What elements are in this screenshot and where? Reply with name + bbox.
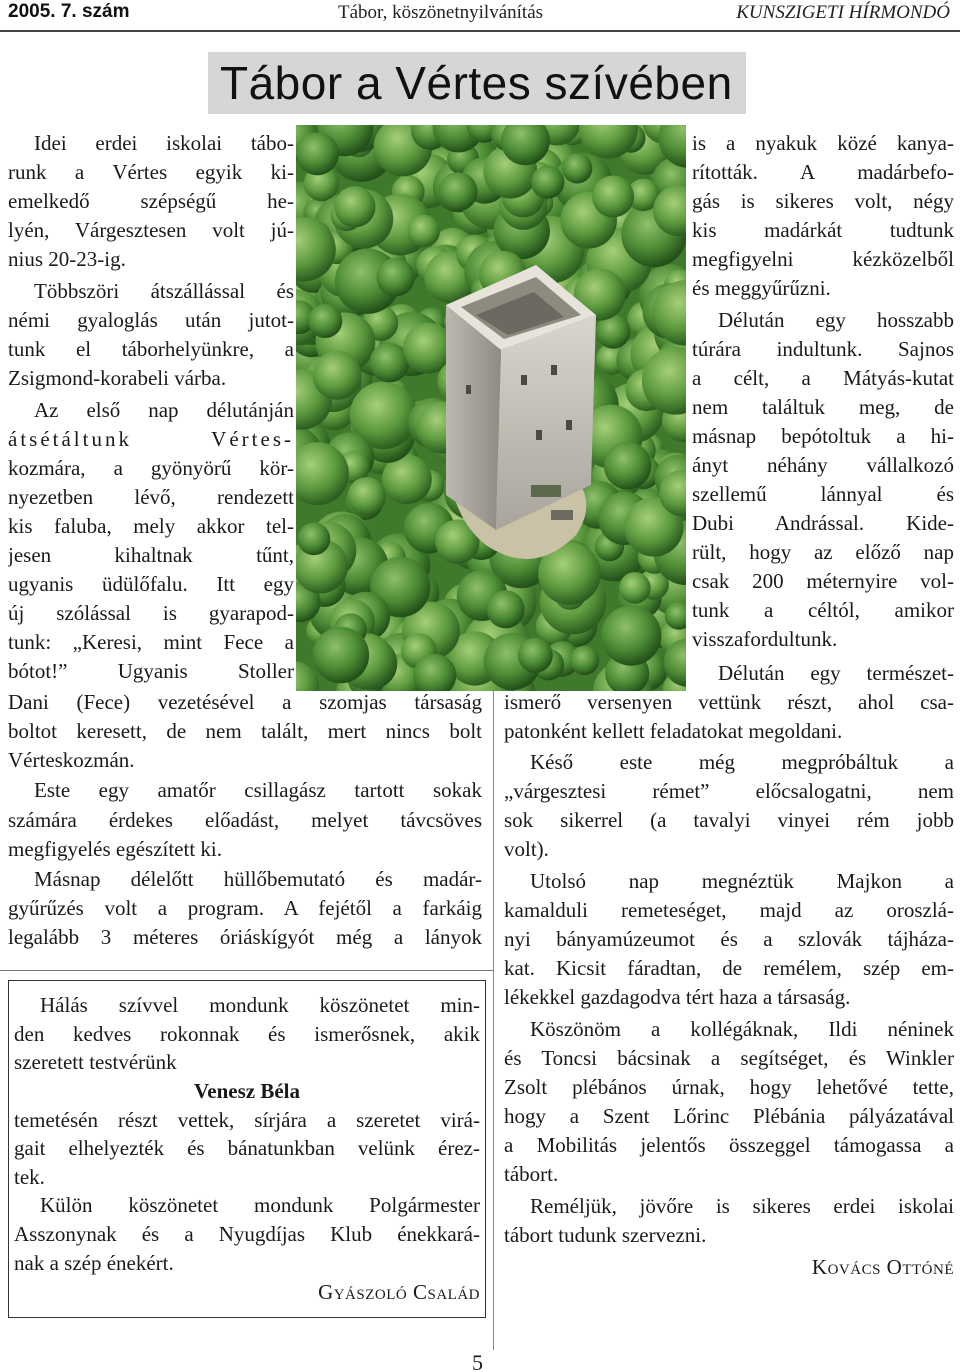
article-text-line: rült, hogy az előző nap bbox=[692, 540, 954, 564]
article-text-line: új szólással is gyarapod- bbox=[8, 601, 294, 625]
tree-canopy bbox=[601, 606, 661, 666]
article-text-line: átsétáltunk Vértes- bbox=[8, 427, 294, 451]
notice-text-line: Asszonynak és a Nyugdíjas Klub énekkará- bbox=[14, 1222, 480, 1246]
tree-canopy bbox=[296, 132, 339, 175]
article-text-line: visszafordultunk. bbox=[692, 627, 838, 651]
page-header bbox=[0, 0, 960, 30]
tree-canopy bbox=[592, 176, 634, 218]
notice-text-line: szeretett testvérünk bbox=[14, 1050, 177, 1074]
article-text-line: Köszönöm a kollégáknak, Ildi néninek bbox=[530, 1017, 954, 1041]
article-text-line: Zsigmond-korabeli várba. bbox=[8, 366, 227, 390]
tree-canopy bbox=[487, 590, 525, 628]
article-text-line: kis madárkát tudtunk bbox=[692, 218, 954, 242]
article-text-line: „várgesztesi rémet” előcsalogatni, nem bbox=[504, 779, 954, 803]
deceased-name: Venesz Béla bbox=[194, 1079, 300, 1103]
article-text-line: Reméljük, jövőre is sikeres erdei iskolai bbox=[530, 1194, 954, 1218]
article-text-line: runk a Vértes egyik ki- bbox=[8, 160, 294, 184]
notice-text-line: nak a szép énekért. bbox=[14, 1251, 174, 1275]
article-text-line: gyűrűzés volt a program. A fejétől a farkáig bbox=[8, 896, 482, 920]
article-text-line: Dubi Andrással. Kide- bbox=[692, 511, 954, 535]
article-text-line: szellemű lánnyal és bbox=[692, 482, 954, 506]
article-text-line: Délután egy hosszabb bbox=[718, 308, 954, 332]
article-text-line: kat. Kicsit fáradtan, de remélem, szép em- bbox=[504, 956, 954, 980]
article-text-line: ugyanis üdülőfalu. Itt egy bbox=[8, 572, 294, 596]
tree-canopy bbox=[313, 627, 369, 683]
header-rule bbox=[0, 30, 960, 32]
tree-canopy bbox=[313, 351, 362, 400]
article-text-line: Este egy amatőr csillagász tartott sokak bbox=[34, 778, 482, 802]
article-text-line: volt). bbox=[504, 837, 549, 861]
article-text-line: ismerő versenyen vettünk részt, ahol csa- bbox=[504, 690, 954, 714]
article-text-line: csak 200 méternyire vol- bbox=[692, 569, 954, 593]
article-text-line: és meggyűrűzni. bbox=[692, 276, 831, 300]
notice-text-line: den kedves rokonnak és ismerősnek, akik bbox=[14, 1022, 480, 1046]
article-text-line: Utolsó nap megnéztük Majkon a bbox=[530, 869, 954, 893]
issue-label: 2005. 7. szám bbox=[8, 1, 130, 22]
article-text-line: tunk a céltól, amikor bbox=[692, 598, 954, 622]
tree-canopy bbox=[439, 172, 478, 211]
article-text-line: Dani (Fece) vezetésével a szomjas társaság bbox=[8, 690, 482, 714]
article-text-line: Idei erdei iskolai tábo- bbox=[34, 131, 294, 155]
article-text-line: Délután egy természet- bbox=[718, 661, 954, 685]
tree-canopy bbox=[308, 304, 342, 338]
tree-canopy bbox=[604, 442, 652, 490]
article-text-line: Vérteskozmán. bbox=[8, 748, 135, 772]
article-text-line: számára érdekes előadást, melyet távcsöves bbox=[8, 808, 482, 832]
publication-name: KUNSZIGETI HÍRMONDÓ bbox=[736, 2, 950, 23]
article-text-line: tunk: „Keresi, mint Fece a bbox=[8, 630, 294, 654]
article-text-line: nyi bányamúzeumot és a szlovák tájháza- bbox=[504, 927, 954, 951]
article-text-line: hogy a Szent Lőrinc Plébánia pályázatával bbox=[504, 1104, 954, 1128]
article-text-line: legalább 3 méteres óriáskígyót még a lányok bbox=[8, 925, 482, 949]
page-number: 5 bbox=[472, 1350, 483, 1372]
notice-signature: Gyászoló Család bbox=[318, 1280, 480, 1304]
tree-canopy bbox=[619, 572, 651, 604]
article-text-line: Másnap délelőtt hüllőbemutató és madár- bbox=[34, 867, 482, 891]
article-text-line: nem találtuk meg, de bbox=[692, 395, 954, 419]
tree-canopy bbox=[518, 638, 553, 673]
article-text-line: nyezetben lévő, rendezett bbox=[8, 485, 294, 509]
article-signature: Kovács Ottóné bbox=[811, 1255, 954, 1279]
tree-canopy bbox=[298, 523, 331, 556]
article-text-line: lékekkel gazdagodva tért haza a társaság. bbox=[504, 985, 851, 1009]
section-label: Tábor, köszönetnyilvánítás bbox=[338, 2, 544, 23]
article-text-line: is a nyakuk közé kanya- bbox=[692, 131, 954, 155]
article-text-line: boltot keresett, de nem talált, mert nincs bolt bbox=[8, 719, 482, 743]
tree-canopy bbox=[570, 646, 599, 675]
article-text-line: megfigyelés egészített ki. bbox=[8, 837, 223, 861]
tree-canopy bbox=[334, 186, 375, 227]
tree-canopy bbox=[348, 477, 386, 515]
notice-text-line: gait elhelyezték és bánatunkban velünk érez- bbox=[14, 1136, 480, 1160]
article-text-line: gás is sikeres volt, négy bbox=[692, 189, 954, 213]
article-text-line: kamalduli remeteséget, majd az oroszlá- bbox=[504, 898, 954, 922]
article-text-line: másnap bepótoltuk a hi- bbox=[692, 424, 954, 448]
article-text-line: jesen kihaltnak tűnt, bbox=[8, 543, 294, 567]
article-text-line: túrára indultunk. Sajnos bbox=[692, 337, 954, 361]
article-text-line: tábort tudunk szervezni. bbox=[504, 1223, 707, 1247]
aerial-castle-photo bbox=[296, 125, 686, 691]
article-text-line: patonként kellett feladatokat megoldani. bbox=[504, 719, 843, 743]
article-text-line: Az első nap délutánján bbox=[34, 398, 294, 422]
notice-separator bbox=[0, 970, 494, 971]
article-text-line: Késő este még megpróbáltuk a bbox=[530, 750, 954, 774]
article-title: Tábor a Vértes szívében bbox=[220, 57, 733, 109]
article-text-line: a célt, a Mátyás-kutat bbox=[692, 366, 954, 390]
article-text-line: emelkedő szépségű he- bbox=[8, 189, 294, 213]
article-text-line: megfigyelni kézközelből bbox=[692, 247, 954, 271]
article-text-line: sok sikerrel (a tavalyi vinyei rém jobb bbox=[504, 808, 954, 832]
tree-canopy bbox=[531, 166, 564, 199]
article-text-line: és Toncsi bácsinak a segítséget, és Winkler bbox=[504, 1046, 954, 1070]
article-text-line: kis faluba, mely akkor tel- bbox=[8, 514, 294, 538]
article-text-line: lyén, Várgesztesen volt jú- bbox=[8, 218, 294, 242]
tree-canopy bbox=[562, 153, 592, 183]
notice-text-line: Külön köszönetet mondunk Polgármester bbox=[40, 1193, 480, 1217]
article-text-line: bótot!” Ugyanis Stoller bbox=[8, 659, 294, 683]
notice-text-line: Hálás szívvel mondunk köszönetet min- bbox=[40, 993, 480, 1017]
tree-canopy bbox=[376, 258, 414, 296]
article-text-line: rították. A madárbefo- bbox=[692, 160, 954, 184]
notice-text-line: temetésén részt vettek, sírjára a szeretet virá- bbox=[14, 1108, 480, 1132]
tree-canopy bbox=[407, 215, 440, 248]
article-text-line: ányt néhány vállalkozó bbox=[692, 453, 954, 477]
notice-text-line: tek. bbox=[14, 1165, 45, 1189]
article-text-line: kozmára, a gyönyörű kör- bbox=[8, 456, 294, 480]
article-text-line: Többszöri átszállással és bbox=[34, 279, 294, 303]
article-text-line: nius 20-23-ig. bbox=[8, 247, 126, 271]
article-text-line: némi gyaloglás után jutot- bbox=[8, 308, 294, 332]
article-text-line: Zsolt plébános úrnak, hogy lehetővé tette, bbox=[504, 1075, 954, 1099]
article-text-line: a Mobilitás jelentős összeggel támogassa a bbox=[504, 1133, 954, 1157]
article-text-line: tábort. bbox=[504, 1162, 559, 1186]
article-text-line: tunk el táborhelyünkre, a bbox=[8, 337, 294, 361]
